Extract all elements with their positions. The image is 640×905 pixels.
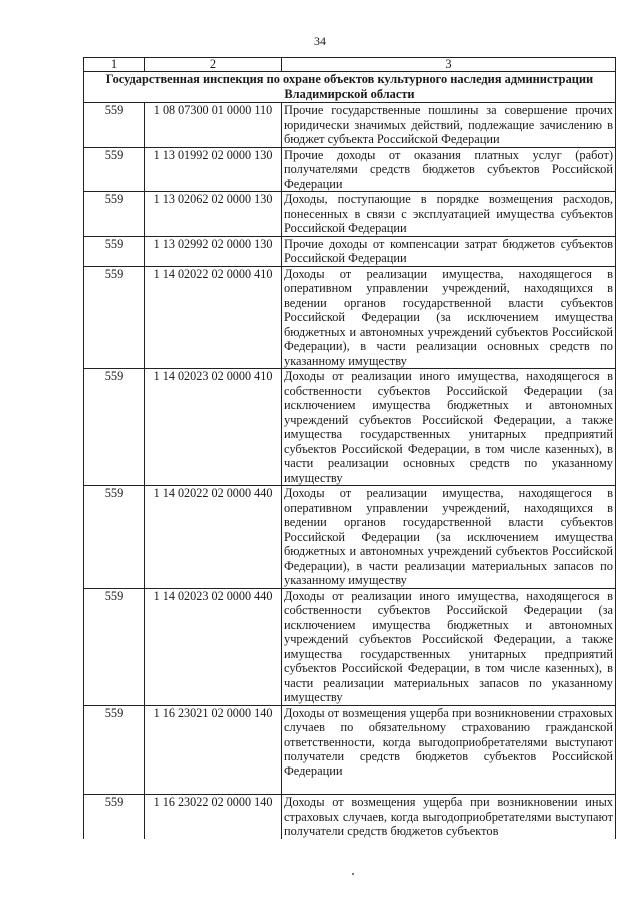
revenue-description-cell: Доходы от реализации имущества, находящегося в оперативном управлении учреждений, находящихся в ведении органов государственной власти субъектов Российской Федерации (за исключением имущества бюджетных и автономных учреждений субъектов Российской Федерации), в части реализации основных средств по указанному имуществу: [282, 266, 616, 369]
admin-code-cell: 559: [84, 147, 145, 192]
revenue-code-cell: 1 16 23021 02 0000 140: [145, 705, 282, 795]
column-number-row: [84, 58, 616, 72]
admin-code-cell: 559: [84, 192, 145, 237]
table-row: [84, 266, 616, 369]
revenue-code-cell: 1 14 02023 02 0000 440: [145, 588, 282, 705]
table-row: [84, 236, 616, 266]
page-number: 34: [314, 34, 326, 48]
admin-code-cell: 559: [84, 705, 145, 795]
revenue-description-cell: Доходы от реализации иного имущества, находящегося в собственности субъектов Российской Федерации (за исключением имущества бюджетных и автономных учреждений субъектов Российской Федерации, а также имущества государственных унитарных предприятий субъектов Российской Федерации, в том числе казенных), в части реализации основных средств по указанному имуществу: [282, 369, 616, 486]
table-row: [84, 147, 616, 192]
revenue-code-cell: 1 13 02992 02 0000 130: [145, 236, 282, 266]
admin-code-cell: 559: [84, 266, 145, 369]
revenue-code-cell: 1 14 02022 02 0000 440: [145, 486, 282, 589]
table-row: [84, 369, 616, 486]
section-header-row: [84, 72, 616, 103]
table-row: [84, 486, 616, 589]
revenue-description-cell: Доходы от возмещения ущерба при возникновении иных страховых случаев, когда выгодоприобретателями выступают получатели средств бюджетов субъектов: [282, 795, 616, 839]
admin-code-cell: 559: [84, 486, 145, 589]
revenue-code-cell: 1 14 02023 02 0000 410: [145, 369, 282, 486]
revenue-description-cell: Доходы от возмещения ущерба при возникновении страховых случаев по обязательному страхованию гражданской ответственности, когда выгодоприобретателями выступают получатели средств бюджетов субъектов Российской Федерации: [282, 705, 616, 795]
table-row: [84, 103, 616, 148]
column-header-1: 1: [84, 58, 145, 72]
revenue-code-cell: 1 14 02022 02 0000 410: [145, 266, 282, 369]
revenue-description-cell: Доходы от реализации иного имущества, находящегося в собственности субъектов Российской Федерации (за исключением имущества бюджетных и автономных учреждений субъектов Российской Федерации, а также имущества государственных унитарных предприятий субъектов Российской Федерации, в том числе казенных), в части реализации материальных запасов по указанному имуществу: [282, 588, 616, 705]
table-row: [84, 588, 616, 705]
admin-code-cell: 559: [84, 236, 145, 266]
revenue-code-cell: 1 08 07300 01 0000 110: [145, 103, 282, 148]
section-title: Государственная инспекция по охране объектов культурного наследия администрации Владимирской области: [84, 72, 616, 103]
column-header-2: 2: [145, 58, 282, 72]
table-row: [84, 192, 616, 237]
revenue-description-cell: Доходы от реализации имущества, находящегося в оперативном управлении учреждений, находящихся в ведении органов государственной власти субъектов Российской Федерации (за исключением имущества бюджетных и автономных учреждений субъектов Российской Федерации), в части реализации материальных запасов по указанному имуществу: [282, 486, 616, 589]
revenue-code-cell: 1 13 01992 02 0000 130: [145, 147, 282, 192]
column-header-3: 3: [282, 58, 616, 72]
revenue-code-cell: 1 13 02062 02 0000 130: [145, 192, 282, 237]
admin-code-cell: 559: [84, 103, 145, 148]
revenue-description-cell: Прочие государственные пошлины за совершение прочих юридически значимых действий, подлежащие зачислению в бюджет субъекта Российской Федерации: [282, 103, 616, 148]
table-row: [84, 705, 616, 795]
admin-code-cell: 559: [84, 795, 145, 839]
revenue-code-cell: 1 16 23022 02 0000 140: [145, 795, 282, 839]
admin-code-cell: 559: [84, 588, 145, 705]
revenue-description-cell: Прочие доходы от оказания платных услуг (работ) получателями средств бюджетов субъектов Российской Федерации: [282, 147, 616, 192]
revenue-code-table: [83, 57, 616, 839]
admin-code-cell: 559: [84, 369, 145, 486]
revenue-description-cell: Прочие доходы от компенсации затрат бюджетов субъектов Российской Федерации: [282, 236, 616, 266]
revenue-description-cell: Доходы, поступающие в порядке возмещения расходов, понесенных в связи с эксплуатацией имущества субъектов Российской Федерации: [282, 192, 616, 237]
scan-speck: [352, 873, 354, 875]
table-row: [84, 795, 616, 839]
